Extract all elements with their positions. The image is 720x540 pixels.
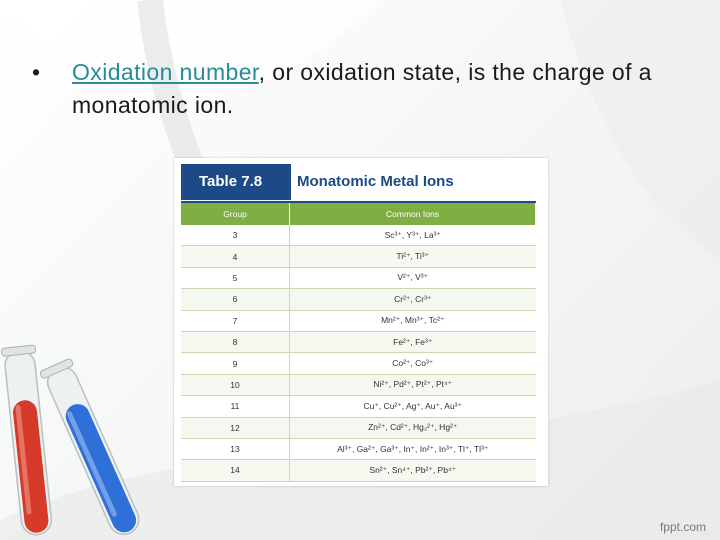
- ions-cell: Fe²⁺, Fe³⁺: [290, 331, 536, 352]
- group-cell: 4: [181, 246, 290, 267]
- bullet-symbol: •: [32, 59, 41, 85]
- ions-cell: Sn²⁺, Sn⁴⁺, Pb²⁺, Pb⁴⁺: [290, 460, 536, 481]
- group-cell: 7: [181, 310, 290, 331]
- group-cell: 3: [181, 225, 290, 246]
- ions-cell: Cr²⁺, Cr³⁺: [290, 289, 536, 310]
- table-row: [181, 289, 536, 310]
- footer-brand: fppt.com: [659, 520, 706, 534]
- group-cell: 5: [181, 267, 290, 288]
- table-row: [181, 353, 536, 374]
- column-header-group: Group: [181, 203, 290, 225]
- table-row: [181, 331, 536, 352]
- oxidation-number-link[interactable]: Oxidation number: [72, 59, 259, 85]
- group-cell: 9: [181, 353, 290, 374]
- ions-cell: Mn²⁺, Mn³⁺, Tc²⁺: [290, 310, 536, 331]
- group-cell: 10: [181, 374, 290, 395]
- table-row: [181, 417, 536, 438]
- table-header-bar: [181, 164, 536, 200]
- column-header-common-ions: Common Ions: [290, 203, 536, 225]
- ions-cell: Co²⁺, Co³⁺: [290, 353, 536, 374]
- group-cell: 13: [181, 438, 290, 459]
- table-row: [181, 310, 536, 331]
- table-row: [181, 460, 536, 481]
- table-title: Monatomic Metal Ions: [297, 173, 454, 190]
- ions-cell: Ti²⁺, Ti³⁺: [290, 246, 536, 267]
- table-row: [181, 246, 536, 267]
- bullet-paragraph: [32, 56, 692, 122]
- table-row: [181, 396, 536, 417]
- ions-table: [181, 203, 536, 482]
- ions-cell: Ni²⁺, Pd²⁺, Pt²⁺, Pt⁴⁺: [290, 374, 536, 395]
- table-row: [181, 438, 536, 459]
- ions-cell: Al³⁺, Ga²⁺, Ga³⁺, In⁺, In²⁺, In³⁺, Tl⁺, Tl³⁺: [290, 438, 536, 459]
- table-row: [181, 267, 536, 288]
- ions-cell: Sc³⁺, Y³⁺, La³⁺: [290, 225, 536, 246]
- table-row: [181, 374, 536, 395]
- bullet-body-text: , or oxidation state, is the charge of a monatomic ion.: [72, 59, 652, 118]
- monatomic-ions-table-card: [174, 158, 548, 486]
- table-number: Table 7.8: [181, 164, 291, 200]
- table-row: [181, 225, 536, 246]
- test-tubes-illustration: [0, 330, 140, 540]
- group-cell: 12: [181, 417, 290, 438]
- group-cell: 6: [181, 289, 290, 310]
- group-cell: 14: [181, 460, 290, 481]
- group-cell: 8: [181, 331, 290, 352]
- ions-cell: V²⁺, V³⁺: [290, 267, 536, 288]
- ions-cell: Zn²⁺, Cd²⁺, Hg₂²⁺, Hg²⁺: [290, 417, 536, 438]
- ions-cell: Cu⁺, Cu²⁺, Ag⁺, Au⁺, Au³⁺: [290, 396, 536, 417]
- group-cell: 11: [181, 396, 290, 417]
